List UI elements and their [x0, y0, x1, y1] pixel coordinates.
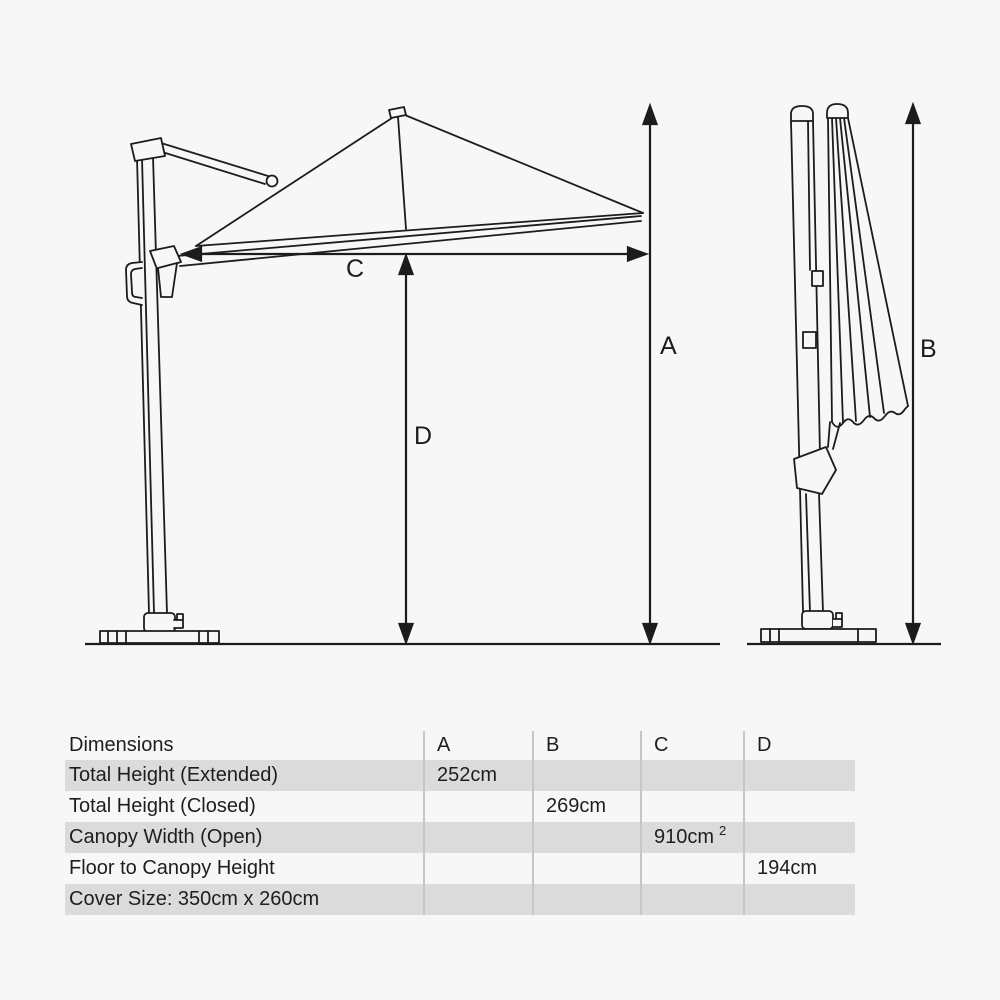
- dimension-label-d: D: [414, 422, 433, 450]
- pole-collar: [803, 332, 816, 348]
- arrowhead-up-icon: [907, 105, 920, 123]
- table-row-total-height-closed: [65, 791, 855, 822]
- closed-pole-runner: [808, 121, 810, 270]
- closed-pole-left-edge: [791, 121, 803, 612]
- value-c: [640, 791, 743, 822]
- table-row-floor-to-canopy-height: [65, 853, 855, 884]
- arm-joint: [267, 176, 278, 187]
- value-b: [532, 853, 640, 884]
- table-row-total-height-extended: [65, 760, 855, 791]
- dimension-arrow-d: [400, 256, 433, 642]
- value-a: [423, 822, 532, 853]
- arrowhead-up-icon: [644, 106, 657, 124]
- canopy-width-superscript: 2: [719, 823, 727, 838]
- header-col-c: C: [640, 731, 743, 760]
- canopy-left-edge: [196, 116, 395, 246]
- value-c: [640, 884, 743, 915]
- closed-parasol-drawing: [761, 104, 908, 642]
- row-label: Total Height (Extended): [69, 764, 279, 786]
- value-b: 269cm: [532, 791, 640, 822]
- runner-knob: [812, 271, 823, 286]
- folded-canopy-cap: [827, 104, 848, 118]
- base-clamp: [144, 613, 175, 632]
- folded-canopy-ribs: [828, 118, 908, 423]
- canopy-bottom-edge: [196, 213, 643, 246]
- dimension-label-b: B: [920, 335, 937, 363]
- header-col-d: D: [743, 731, 855, 760]
- header-col-b: B: [532, 731, 640, 760]
- row-label: Cover Size: 350cm x 260cm: [69, 888, 320, 910]
- value-c: [640, 853, 743, 884]
- row-label: Canopy Width (Open): [69, 826, 263, 848]
- value-b: [532, 760, 640, 791]
- dimensions-table: [65, 731, 855, 915]
- arrowhead-down-icon: [400, 624, 413, 642]
- value-b: [532, 822, 640, 853]
- canopy-rib: [398, 117, 406, 229]
- arrowhead-down-icon: [907, 624, 920, 642]
- value-c: [640, 822, 743, 853]
- closed-pole-cap: [791, 106, 813, 121]
- dimension-arrows: [183, 105, 937, 642]
- dimension-label-a: A: [660, 332, 677, 360]
- table-header-row: [65, 731, 855, 760]
- value-a: [423, 853, 532, 884]
- row-label: Total Height (Closed): [69, 795, 256, 817]
- value-d: [743, 822, 855, 853]
- header-col-a: A: [423, 731, 532, 760]
- table-row-cover-size: [65, 884, 855, 915]
- value-a: 252cm: [423, 760, 532, 791]
- canopy-strut: [177, 216, 641, 256]
- value-a: [423, 791, 532, 822]
- value-d: 194cm: [743, 853, 855, 884]
- support-arm: [159, 143, 268, 184]
- pole-right-edge: [153, 157, 167, 613]
- arrowhead-right-icon: [628, 248, 646, 261]
- dimension-arrow-a: [644, 106, 678, 642]
- canopy-strut-lower: [180, 221, 641, 266]
- dimension-arrow-b: [907, 105, 937, 642]
- arrowhead-up-icon: [400, 256, 413, 274]
- table-row-canopy-width-open: [65, 822, 855, 853]
- closed-base-clamp-tab: [833, 613, 842, 627]
- closed-pole-right-edge: [813, 121, 820, 455]
- dimension-arrow-c: [183, 248, 646, 284]
- value-d: [743, 791, 855, 822]
- arrowhead-left-icon: [183, 248, 201, 261]
- value-c: [640, 760, 743, 791]
- canopy-width-value: 910cm: [654, 826, 715, 848]
- tilt-hub: [794, 447, 836, 494]
- row-label: Floor to Canopy Height: [69, 857, 275, 879]
- pole-top-cap: [131, 138, 165, 161]
- value-d: [743, 884, 855, 915]
- arrowhead-down-icon: [644, 624, 657, 642]
- closed-base-clamp: [802, 611, 833, 629]
- value-d: [743, 760, 855, 791]
- canopy-right-edge: [400, 113, 643, 213]
- value-a: [423, 884, 532, 915]
- dimension-label-c: C: [346, 255, 365, 283]
- open-parasol-drawing: [100, 107, 643, 643]
- header-dimensions: Dimensions: [69, 734, 174, 756]
- closed-lower-pole: [806, 494, 823, 612]
- value-b: [532, 884, 640, 915]
- canopy-finial: [389, 107, 406, 118]
- hub-lower-bracket: [158, 263, 177, 297]
